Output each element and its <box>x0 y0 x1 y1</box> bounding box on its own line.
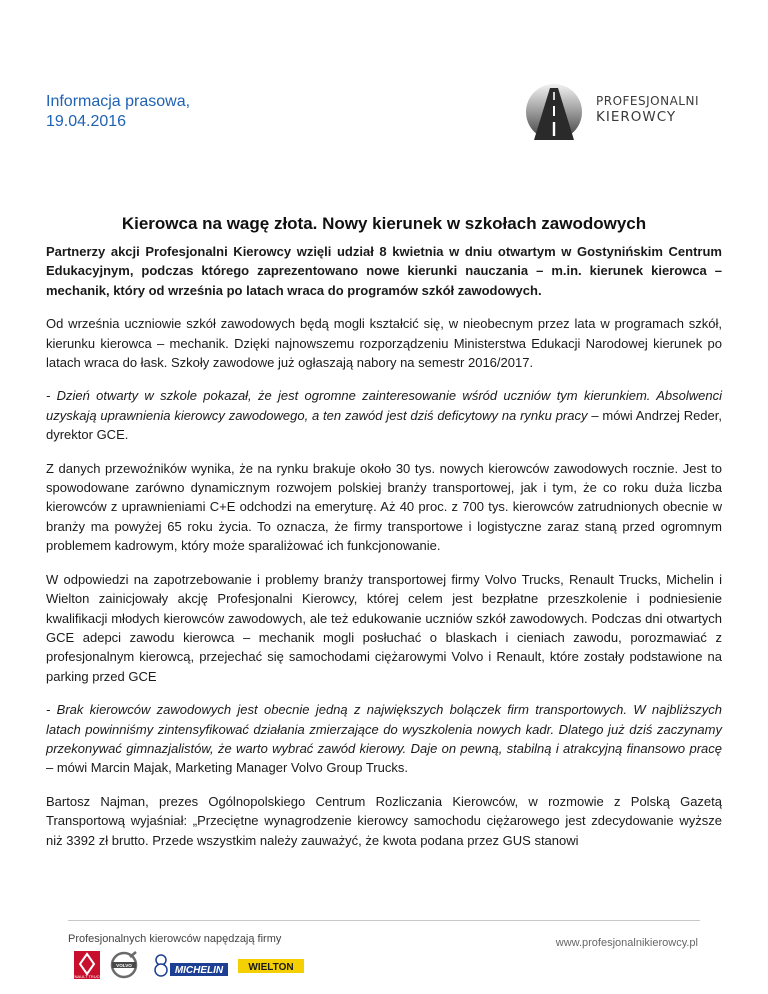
quote-attribution: – mówi Andrzej Reder, dyrektor GCE. <box>46 407 722 443</box>
press-info <box>46 92 190 132</box>
renault-trucks-logo-text: RENAULT TRUCKS <box>69 974 105 979</box>
logo-text-line2: KIEROWCY <box>596 109 677 125</box>
press-info-label: Informacja prasowa, <box>46 93 191 110</box>
article-body <box>46 242 722 864</box>
quote-paragraph <box>46 700 722 778</box>
wielton-logo-icon <box>238 951 308 979</box>
quote-attribution: – mówi Marcin Majak, Marketing Manager Volvo Group Trucks. <box>46 760 408 776</box>
paragraph: Bartosz Najman, prezes Ogólnopolskiego Centrum Rozliczania Kierowców, w rozmowie z Polską Gazetą Transportową wyjaśniał: „Przeciętne wynagrodzenie kierowcy samochodu ciężarowego jest zdecydowanie wyższe niż 3392 zł brutto. Przede wszystkim należy zauważyć, że kwota podana przez GUS stanowi <box>46 793 722 848</box>
volvo-logo-icon <box>110 951 138 979</box>
logo-text-line1: PROFESJONALNI <box>596 94 699 108</box>
volvo-logo-text: VOLVO <box>116 963 132 968</box>
wielton-logo-text: WIELTON <box>248 962 294 973</box>
footer-tagline: Profesjonalnych kierowców napędzają firmy <box>68 933 282 945</box>
logo-profesjonalni-kierowcy <box>520 82 720 142</box>
renault-trucks-logo-icon <box>69 951 105 979</box>
logo-text <box>596 94 699 125</box>
footer-website-link[interactable]: www.profesjonalnikierowcy.pl <box>555 937 698 949</box>
paragraph: W odpowiedzi na zapotrzebowanie i problemy branży transportowej firmy Volvo Trucks, Renault Trucks, Michelin i Wielton zainicjowały akcję Profesjonalni Kierowcy, której celem jest bezpłatne przeszkolenie i podniesienie kwalifikacji młodych kierowców zawodowych, ale też edukowanie uczniów szkół zawodowych. Podczas dni otwartych GCE adepci zawodu kierowca – mechanik mogli posłuchać o blaskach i cieniach zawodu, porozmawiać z profesjonalnym kierowcą, przejechać się samochodami ciężarowymi Volvo i Renault, które zostały podstawione na parking przed GCE <box>46 571 722 684</box>
michelin-logo-text: MICHELIN <box>174 965 224 976</box>
paragraph: Z danych przewoźników wynika, że na rynku brakuje około 30 tys. nowych kierowców zawodowych rocznie. Jest to spowodowane zarówno dynamicznym rozwojem polskiej branży transportowej, jak i tym, że co roku duża liczba kierowców z uprawnieniami C+E odchodzi na emeryturę. Aż 40 proc. z 700 tys. kierowców zatrudnionych obecnie w branży ma powyżej 65 roku życia. To oznacza, że firmy transportowe i logistyczne zaraz staną przed ogromnym problemem kadrowym, który może sparaliżować ich funkcjonowanie. <box>46 460 722 554</box>
press-info-date: 19.04.2016 <box>46 113 127 130</box>
article-title: Kierowca na wagę złota. Nowy kierunek w szkołach zawodowych <box>121 214 647 233</box>
footer-divider <box>68 920 700 921</box>
road-logo-icon <box>520 82 590 142</box>
quote-text: - Brak kierowców zawodowych jest obecnie jedną z największych bolączek firm transportowych. W najbliższych latach powinniśmy zintensyfikować działania zmierzające do wyszkolenia nowych kadr. Dlatego już dziś zaczynamy przekonywać gimnazjalistów, że warto wybrać zawód kierowy. Daje on pewną, stabilną i atrakcyjną finansowo pracę <box>46 702 722 756</box>
lead-paragraph: Partnerzy akcji Profesjonalni Kierowcy wzięli udział 8 kwietnia w dniu otwartym w Gostynińskim Centrum Edukacyjnym, podczas którego zaprezentowano nowe kierunki nauczania – m.in. kierunek kierowca – mechanik, który od września po latach wraca do programów szkół zawodowych. <box>46 244 722 298</box>
michelin-logo-icon <box>152 951 230 979</box>
quote-text: - Dzień otwarty w szkole pokazał, że jest ogromne zainteresowanie wśród uczniów tym kierunkiem. Absolwenci uzyskają uprawnienia kierowcy zawodowego, a ten zawód jest dziś deficytowy na rynku pracy <box>46 388 722 423</box>
paragraph: Od września uczniowie szkół zawodowych będą mogli kształcić się, w nieobecnym przez lata w programach szkół, kierunku kierowca – mechanik. Dzięki najnowszemu rozporządzeniu Ministerstwa Edukacji Narodowej kierunek po latach wraca do łask. Szkoły zawodowe już ogłaszają nabory na semestr 2016/2017. <box>46 316 722 371</box>
quote-paragraph <box>46 386 722 444</box>
